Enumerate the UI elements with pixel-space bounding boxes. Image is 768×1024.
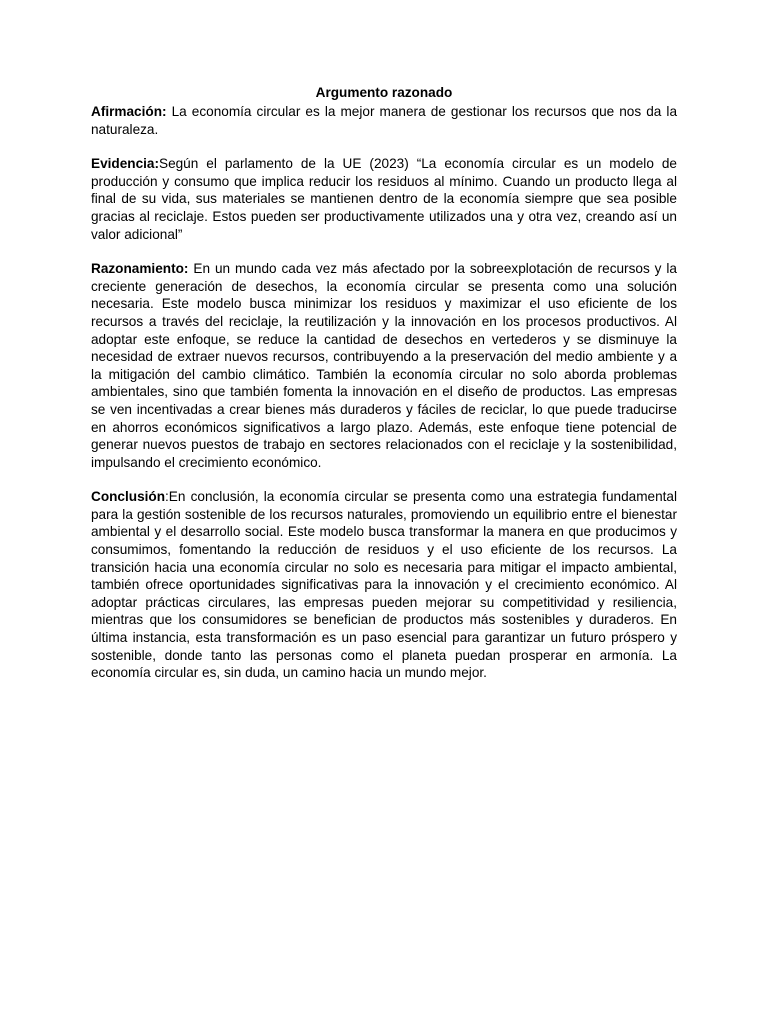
conclusion-text: :En conclusión, la economía circular se presenta como una estrategia fundamental para la gestión sostenible de los recursos naturales, promoviendo un equilibrio entre el bienestar ambiental y el desarrollo social. Este modelo busca transformar la manera en que producimos y consumimos, fomentando la reducción de residuos y el uso eficiente de los recursos. La transición hacia una economía circular no solo es necesaria para mitigar el impacto ambiental, también ofrece oportunidades significativas para la innovación y el crecimiento económico. Al adoptar prácticas circulares, las empresas pueden mejorar su competitividad y resiliencia, mientras que los consumidores se benefician de productos más sostenibles y duraderos. En última instancia, esta transformación es un paso esencial para garantizar un futuro próspero y sostenible, donde tanto las personas como el planeta puedan prosperar en armonía. La economía circular es, sin duda, un camino hacia un mundo mejor. [91, 489, 677, 681]
affirmation-text: La economía circular es la mejor manera de gestionar los recursos que nos da la naturaleza. [91, 104, 677, 137]
evidence-label: Evidencia: [91, 156, 159, 172]
affirmation-label: Afirmación: [91, 104, 167, 119]
document-title: Argumento razonado [315, 85, 453, 100]
evidence-paragraph [91, 155, 677, 243]
reasoning-paragraph [91, 260, 677, 471]
evidence-text: Según el parlamento de la UE (2023) “La economía circular es un modelo de producción y consumo que implica reducir los residuos al mínimo. Cuando un producto llega al final de su vida, sus materiales se mantienen dentro de la economía siempre que sea posible gracias al reciclaje. Estos pueden ser productivamente utilizados una y otra vez, creando así un valor adicional” [91, 156, 677, 242]
affirmation-paragraph [91, 103, 677, 138]
conclusion-label: Conclusión [91, 489, 166, 505]
conclusion-paragraph [91, 488, 677, 682]
reasoning-text: En un mundo cada vez más afectado por la sobreexplotación de recursos y la creciente generación de desechos, la economía circular se presenta como una solución necesaria. Este modelo busca minimizar los residuos y maximizar el uso eficiente de los recursos a través del reciclaje, la reutilización y la innovación en los procesos productivos. Al adoptar este enfoque, se reduce la cantidad de desechos en vertederos y se disminuye la necesidad de extraer nuevos recursos, contribuyendo a la preservación del medio ambiente y a la mitigación del cambio climático. También la economía circular no solo aborda problemas ambientales, sino que también fomenta la innovación en el diseño de productos. Las empresas se ven incentivadas a crear bienes más duraderos y fáciles de reciclar, lo que puede traducirse en ahorros económicos significativos a largo plazo. Además, este enfoque tiene potencial de generar nuevos puestos de trabajo en sectores relacionados con el reciclaje y la sostenibilidad, impulsando el crecimiento económico. [91, 261, 677, 470]
reasoning-label: Razonamiento: [91, 261, 189, 277]
